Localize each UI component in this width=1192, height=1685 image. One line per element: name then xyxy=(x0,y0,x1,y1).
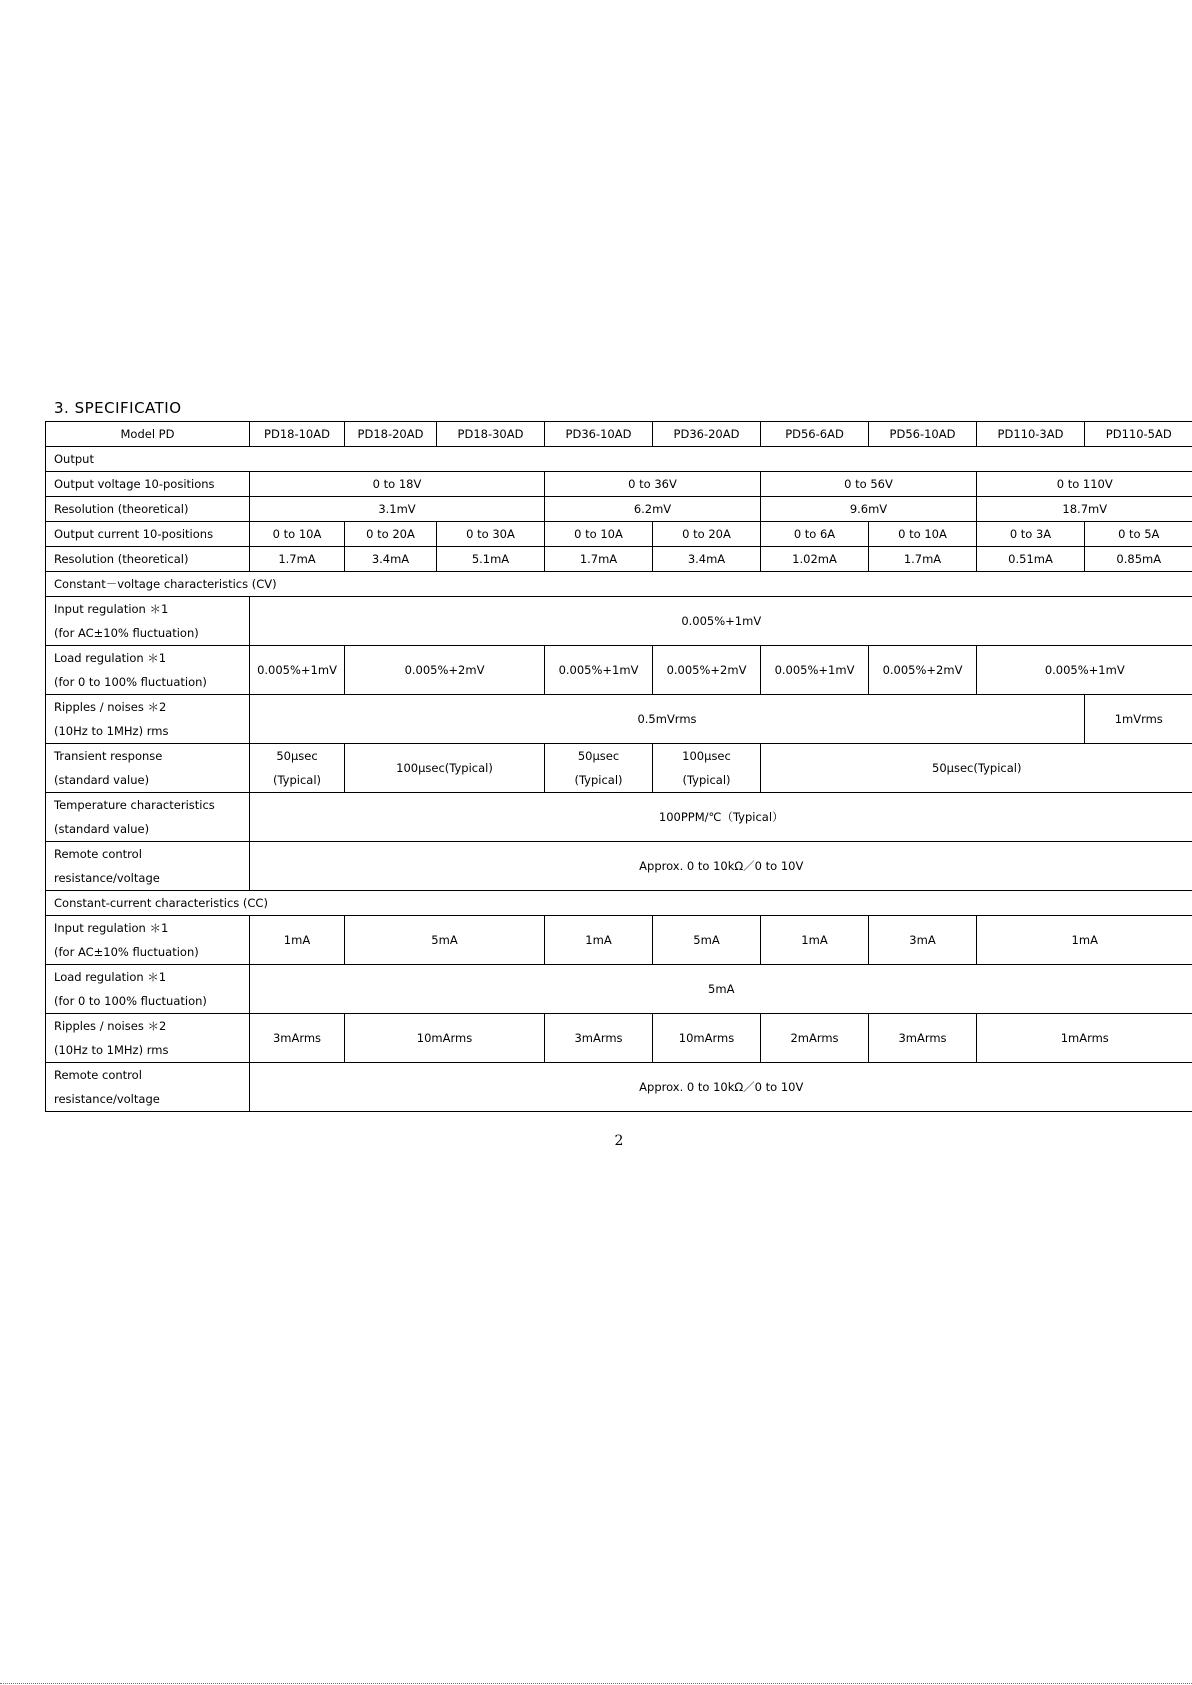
model-name: PD18-20AD xyxy=(345,422,437,447)
cell-value: 5.1mA xyxy=(437,547,545,572)
page-number: 2 xyxy=(614,1133,624,1149)
table-row xyxy=(46,1014,1192,1063)
cell-value: 2mArms xyxy=(761,1014,869,1063)
row-label-line: (for 0 to 100% fluctuation) xyxy=(54,994,207,1008)
cell-value: 6.2mV xyxy=(545,497,761,522)
cell-value: 100PPM/℃（Typical） xyxy=(250,793,1192,842)
cell-value: 0 to 10A xyxy=(869,522,977,547)
row-label-line: (for AC±10% fluctuation) xyxy=(54,945,199,959)
row-label xyxy=(46,916,250,965)
cell-value-line: (Typical) xyxy=(682,773,731,787)
table-row xyxy=(46,965,1192,1014)
page-bottom-rule xyxy=(0,1683,1192,1684)
specification-table xyxy=(45,421,1192,1112)
cell-value: 0.51mA xyxy=(977,547,1085,572)
cell-value: 0.005%+2mV xyxy=(869,646,977,695)
table-row xyxy=(46,695,1192,744)
cell-value: 9.6mV xyxy=(761,497,977,522)
cell-value: 18.7mV xyxy=(977,497,1192,522)
cell-value: 0 to 56V xyxy=(761,472,977,497)
cell-value: 0.005%+1mV xyxy=(977,646,1192,695)
table-row xyxy=(46,522,1192,547)
model-name: PD36-20AD xyxy=(653,422,761,447)
section-heading-cc: Constant-current characteristics (CC) xyxy=(46,891,1192,916)
table-row xyxy=(46,1063,1192,1112)
cell-value: 0.005%+1mV xyxy=(761,646,869,695)
cell-value: 5mA xyxy=(250,965,1192,1014)
cell-value: 3.1mV xyxy=(250,497,545,522)
cell-value: 10mArms xyxy=(653,1014,761,1063)
cell-value-line: (Typical) xyxy=(272,773,322,787)
row-label xyxy=(46,695,250,744)
row-label-line: (standard value) xyxy=(54,773,150,787)
cell-value: 1mArms xyxy=(977,1014,1192,1063)
cell-value: 0 to 20A xyxy=(345,522,437,547)
cell-value: 0 to 10A xyxy=(545,522,653,547)
section-heading-cv: Constant－voltage characteristics (CV) xyxy=(46,572,1192,597)
cell-value: 1.7mA xyxy=(250,547,345,572)
cell-value xyxy=(250,744,345,793)
cell-value: 0 to 5A xyxy=(1085,522,1192,547)
cell-value: 1mVrms xyxy=(1085,695,1192,744)
table-row xyxy=(46,547,1192,572)
cell-value: 1mA xyxy=(250,916,345,965)
row-label-line: Input regulation ＊1 xyxy=(54,921,169,935)
row-label: Resolution (theoretical) xyxy=(46,497,250,522)
cell-value: 0.85mA xyxy=(1085,547,1192,572)
cell-value: 0 to 30A xyxy=(437,522,545,547)
model-name: PD18-30AD xyxy=(437,422,545,447)
row-label-line: (10Hz to 1MHz) rms xyxy=(54,724,169,738)
cell-value-line: (Typical) xyxy=(574,773,623,787)
row-label-line: Remote control xyxy=(54,1068,142,1082)
row-label xyxy=(46,1014,250,1063)
row-label-line: Ripples / noises ＊2 xyxy=(54,700,167,714)
table-row xyxy=(46,916,1192,965)
cell-value: 1.7mA xyxy=(545,547,653,572)
row-label-line: Input regulation ＊1 xyxy=(54,602,169,616)
cell-value: 0 to 20A xyxy=(653,522,761,547)
model-header-label: Model PD xyxy=(46,422,250,447)
row-label-line: Temperature characteristics xyxy=(54,798,215,812)
section-row xyxy=(46,891,1192,916)
cell-value: 3mA xyxy=(869,916,977,965)
cell-value: 0.005%+1mV xyxy=(250,597,1192,646)
section-row xyxy=(46,447,1192,472)
row-label xyxy=(46,793,250,842)
cell-value: 0 to 110V xyxy=(977,472,1192,497)
cell-value: 0.005%+1mV xyxy=(545,646,653,695)
model-name: PD56-10AD xyxy=(869,422,977,447)
model-name: PD36-10AD xyxy=(545,422,653,447)
row-label: Resolution (theoretical) xyxy=(46,547,250,572)
row-label xyxy=(46,965,250,1014)
cell-value-line: 50μsec xyxy=(577,749,620,763)
row-label xyxy=(46,744,250,793)
cell-value: 0.5mVrms xyxy=(250,695,1085,744)
cell-value: 3mArms xyxy=(869,1014,977,1063)
table-row xyxy=(46,497,1192,522)
cell-value: 3.4mA xyxy=(345,547,437,572)
model-name: PD110-5AD xyxy=(1085,422,1192,447)
cell-value-line: 50μsec xyxy=(276,749,318,763)
section-row xyxy=(46,572,1192,597)
cell-value: 3.4mA xyxy=(653,547,761,572)
row-label: Output voltage 10-positions xyxy=(46,472,250,497)
model-name: PD56-6AD xyxy=(761,422,869,447)
cell-value: 0.005%+2mV xyxy=(653,646,761,695)
table-row xyxy=(46,793,1192,842)
cell-value: 5mA xyxy=(653,916,761,965)
row-label-line: resistance/voltage xyxy=(54,1092,160,1106)
row-label-line: Remote control xyxy=(54,847,142,861)
row-label-line: Ripples / noises ＊2 xyxy=(54,1019,167,1033)
cell-value xyxy=(545,744,653,793)
row-label-line: (for AC±10% fluctuation) xyxy=(54,626,199,640)
cell-value xyxy=(653,744,761,793)
row-label xyxy=(46,646,250,695)
cell-value: 0 to 3A xyxy=(977,522,1085,547)
cell-value: 10mArms xyxy=(345,1014,545,1063)
cell-value: 0.005%+1mV xyxy=(250,646,345,695)
cell-value: 3mArms xyxy=(545,1014,653,1063)
cell-value-line: 100μsec xyxy=(682,749,731,763)
cell-value: 50μsec(Typical) xyxy=(761,744,1192,793)
row-label-line: (10Hz to 1MHz) rms xyxy=(54,1043,169,1057)
cell-value: 1mA xyxy=(761,916,869,965)
table-row xyxy=(46,744,1192,793)
table-row xyxy=(46,597,1192,646)
table-row xyxy=(46,472,1192,497)
cell-value: 3mArms xyxy=(250,1014,345,1063)
row-label-line: Load regulation ＊1 xyxy=(54,651,167,665)
cell-value: 0 to 6A xyxy=(761,522,869,547)
cell-value: 5mA xyxy=(345,916,545,965)
cell-value: 1mA xyxy=(545,916,653,965)
cell-value: 0.005%+2mV xyxy=(345,646,545,695)
model-name: PD18-10AD xyxy=(250,422,345,447)
cell-value: Approx. 0 to 10kΩ／0 to 10V xyxy=(250,842,1192,891)
table-row xyxy=(46,646,1192,695)
row-label: Output current 10-positions xyxy=(46,522,250,547)
table-row xyxy=(46,842,1192,891)
cell-value: Approx. 0 to 10kΩ／0 to 10V xyxy=(250,1063,1192,1112)
row-label xyxy=(46,1063,250,1112)
row-label-line: resistance/voltage xyxy=(54,871,160,885)
row-label xyxy=(46,842,250,891)
cell-value: 0 to 10A xyxy=(250,522,345,547)
cell-value: 0 to 36V xyxy=(545,472,761,497)
row-label-line: (for 0 to 100% fluctuation) xyxy=(54,675,207,689)
model-name: PD110-3AD xyxy=(977,422,1085,447)
row-label-line: Load regulation ＊1 xyxy=(54,970,167,984)
section-title: 3. SPECIFICATIO xyxy=(54,399,182,417)
section-heading-output: Output xyxy=(46,447,1192,472)
cell-value: 1.02mA xyxy=(761,547,869,572)
model-header-row xyxy=(46,422,1192,447)
cell-value: 1.7mA xyxy=(869,547,977,572)
row-label-line: (standard value) xyxy=(54,822,150,836)
row-label xyxy=(46,597,250,646)
cell-value: 1mA xyxy=(977,916,1192,965)
cell-value: 0 to 18V xyxy=(250,472,545,497)
cell-value: 100μsec(Typical) xyxy=(345,744,545,793)
row-label-line: Transient response xyxy=(54,749,163,763)
